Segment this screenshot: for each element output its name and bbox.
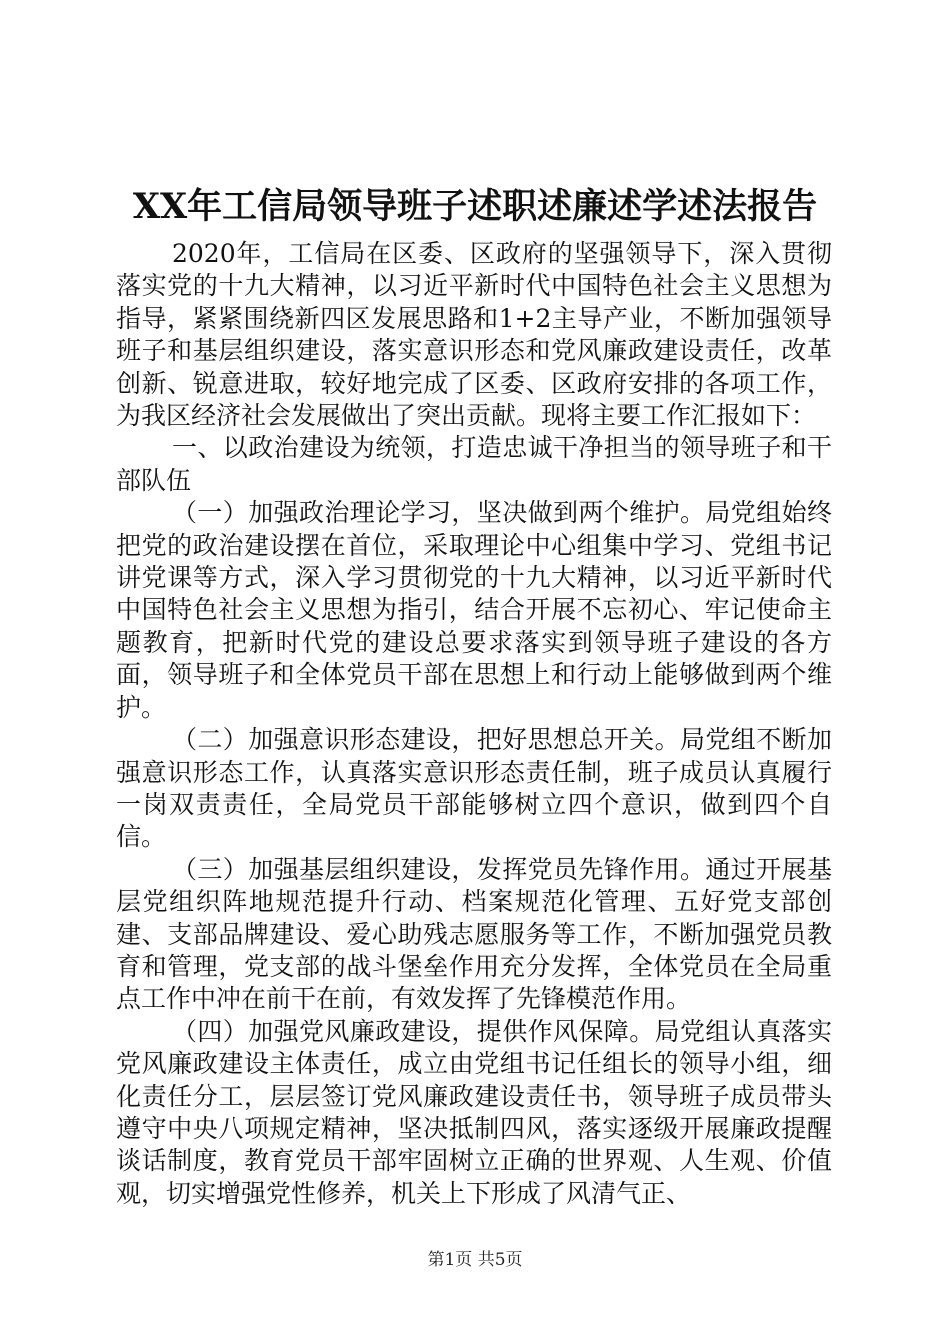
paragraph-item-3: （三）加强基层组织建设，发挥党员先锋作用。通过开展基层党组织阵地规范提升行动、档案规范化管理、五好党支部创建、支部品牌建设、爱心助残志愿服务等工作，不断加强党员教育和管理，党支部的战斗堡垒作用充分发挥，全体党员在全局重点工作中冲在前干在前，有效发挥了先锋模范作用。: [116, 854, 832, 1014]
paragraph-intro: 2020年，工信局在区委、区政府的坚强领导下，深入贯彻落实党的十九大精神，以习近平新时代中国特色社会主义思想为指导，紧紧围绕新四区发展思路和1+2主导产业，不断加强领导班子和基层组织建设，落实意识形态和党风廉政建设责任，改革创新、锐意进取，较好地完成了区委、区政府安排的各项工作，为我区经济社会发展做出了突出贡献。现将主要工作汇报如下：: [116, 239, 832, 431]
document-title: XX年工信局领导班子述职述廉述学述法报告: [132, 186, 818, 227]
page-footer: 第1页 共5页: [427, 1250, 523, 1270]
document-body: [116, 238, 832, 1210]
paragraph-item-1: （一）加强政治理论学习，坚决做到两个维护。局党组始终把党的政治建设摆在首位，采取理论中心组集中学习、党组书记讲党课等方式，深入学习贯彻党的十九大精神，以习近平新时代中国特色社会主义思想为指引，结合开展不忘初心、牢记使命主题教育，把新时代党的建设总要求落实到领导班子建设的各方面，领导班子和全体党员干部在思想上和行动上能够做到两个维护。: [116, 498, 832, 722]
section-heading-1: 一、以政治建设为统领，打造忠诚干净担当的领导班子和干部队伍: [116, 433, 832, 495]
paragraph-item-4: （四）加强党风廉政建设，提供作风保障。局党组认真落实党风廉政建设主体责任，成立由党组书记任组长的领导小组，细化责任分工，层层签订党风廉政建设责任书，领导班子成员带头遵守中央八项规定精神，坚决抵制四风，落实逐级开展廉政提醒谈话制度，教育党员干部牢固树立正确的世界观、人生观、价值观，切实增强党性修养，机关上下形成了风清气正、: [116, 1016, 832, 1208]
paragraph-item-2: （二）加强意识形态建设，把好思想总开关。局党组不断加强意识形态工作，认真落实意识形态责任制，班子成员认真履行一岗双责责任，全局党员干部能够树立四个意识，做到四个自信。: [116, 725, 832, 852]
